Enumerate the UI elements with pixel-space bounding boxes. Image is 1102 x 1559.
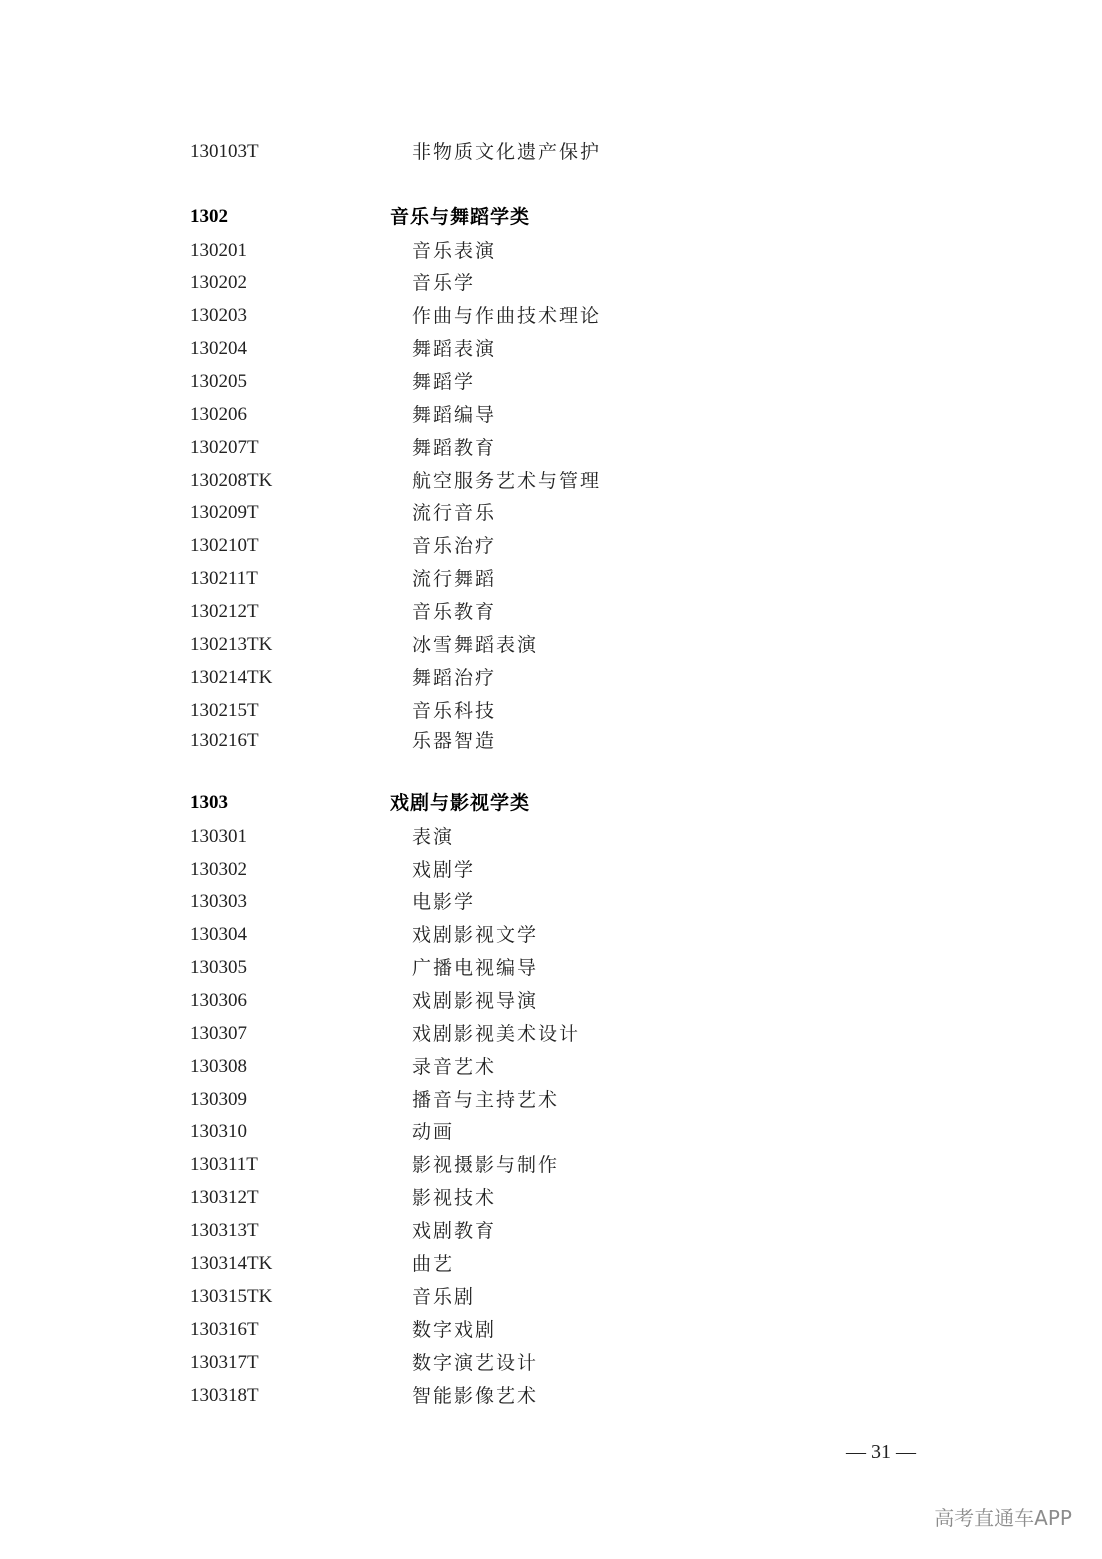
major-row	[0, 139, 1102, 165]
major-row	[0, 270, 1102, 296]
major-name: 舞蹈编导	[412, 404, 497, 426]
major-row	[0, 1383, 1102, 1409]
major-row	[0, 303, 1102, 329]
major-name: 音乐治疗	[412, 535, 497, 557]
major-row	[0, 1317, 1102, 1343]
major-row	[0, 566, 1102, 592]
major-name: 戏剧学	[412, 859, 476, 881]
major-code: 130210T	[190, 535, 259, 556]
major-row	[0, 336, 1102, 362]
major-name: 舞蹈治疗	[412, 667, 497, 689]
major-row	[0, 238, 1102, 264]
major-name: 数字戏剧	[412, 1319, 497, 1341]
page-number: — 31 —	[846, 1441, 916, 1463]
major-code: 130103T	[190, 141, 259, 162]
major-name: 曲艺	[412, 1253, 455, 1275]
major-code: 130207T	[190, 437, 259, 458]
major-code: 130208TK	[190, 470, 273, 491]
category-row	[0, 204, 1102, 230]
major-code: 130318T	[190, 1385, 259, 1406]
major-row	[0, 955, 1102, 981]
major-name: 音乐表演	[412, 240, 497, 262]
major-row	[0, 1218, 1102, 1244]
major-row	[0, 1119, 1102, 1145]
major-name: 戏剧教育	[412, 1220, 497, 1242]
major-name: 非物质文化遗产保护	[412, 141, 602, 163]
major-row	[0, 632, 1102, 658]
watermark: 高考直通车APP	[934, 1506, 1072, 1530]
major-code: 130310	[190, 1121, 247, 1142]
major-row	[0, 1185, 1102, 1211]
major-row	[0, 1087, 1102, 1113]
major-row	[0, 369, 1102, 395]
major-code: 130303	[190, 891, 247, 912]
major-code: 130212T	[190, 601, 259, 622]
major-name: 戏剧影视导演	[412, 990, 539, 1012]
category-name: 戏剧与影视学类	[390, 792, 531, 814]
major-code: 130301	[190, 826, 247, 847]
major-row	[0, 1021, 1102, 1047]
major-name: 流行音乐	[412, 502, 497, 524]
major-name: 乐器智造	[412, 730, 497, 752]
major-code: 130316T	[190, 1319, 259, 1340]
major-row	[0, 988, 1102, 1014]
major-row	[0, 500, 1102, 526]
major-code: 130216T	[190, 730, 259, 751]
category-name: 音乐与舞蹈学类	[390, 206, 531, 228]
category-code: 1302	[190, 206, 228, 227]
major-row	[0, 1152, 1102, 1178]
major-code: 130304	[190, 924, 247, 945]
major-code: 130309	[190, 1089, 247, 1110]
major-name: 数字演艺设计	[412, 1352, 539, 1374]
major-name: 影视摄影与制作	[412, 1154, 560, 1176]
major-name: 流行舞蹈	[412, 568, 497, 590]
major-row	[0, 665, 1102, 691]
major-code: 130313T	[190, 1220, 259, 1241]
major-row	[0, 698, 1102, 724]
major-code: 130312T	[190, 1187, 259, 1208]
major-name: 音乐剧	[412, 1286, 476, 1308]
major-row	[0, 533, 1102, 559]
major-name: 影视技术	[412, 1187, 497, 1209]
major-row	[0, 599, 1102, 625]
major-row	[0, 889, 1102, 915]
major-name: 录音艺术	[412, 1056, 497, 1078]
major-name: 舞蹈学	[412, 371, 476, 393]
major-code: 130308	[190, 1056, 247, 1077]
major-row	[0, 402, 1102, 428]
major-name: 广播电视编导	[412, 957, 539, 979]
major-code: 130214TK	[190, 667, 273, 688]
major-code: 130202	[190, 272, 247, 293]
major-code: 130205	[190, 371, 247, 392]
major-code: 130213TK	[190, 634, 273, 655]
major-code: 130206	[190, 404, 247, 425]
major-row	[0, 1350, 1102, 1376]
major-code: 130209T	[190, 502, 259, 523]
major-name: 音乐教育	[412, 601, 497, 623]
major-row	[0, 728, 1102, 754]
major-row	[0, 1284, 1102, 1310]
major-name: 戏剧影视文学	[412, 924, 539, 946]
major-code: 130315TK	[190, 1286, 273, 1307]
major-code: 130314TK	[190, 1253, 273, 1274]
major-row	[0, 922, 1102, 948]
major-code: 130203	[190, 305, 247, 326]
major-name: 冰雪舞蹈表演	[412, 634, 539, 656]
major-code: 130305	[190, 957, 247, 978]
major-name: 表演	[412, 826, 455, 848]
major-name: 航空服务艺术与管理	[412, 470, 602, 492]
major-code: 130204	[190, 338, 247, 359]
major-name: 动画	[412, 1121, 455, 1143]
major-code: 130215T	[190, 700, 259, 721]
major-code: 130201	[190, 240, 247, 261]
major-code: 130211T	[190, 568, 258, 589]
major-name: 舞蹈表演	[412, 338, 497, 360]
major-name: 舞蹈教育	[412, 437, 497, 459]
major-name: 戏剧影视美术设计	[412, 1023, 581, 1045]
major-name: 音乐科技	[412, 700, 497, 722]
major-row	[0, 468, 1102, 494]
major-code: 130307	[190, 1023, 247, 1044]
major-code: 130311T	[190, 1154, 258, 1175]
major-row	[0, 1054, 1102, 1080]
major-name: 电影学	[412, 891, 476, 913]
major-row	[0, 824, 1102, 850]
major-name: 音乐学	[412, 272, 476, 294]
major-row	[0, 1251, 1102, 1277]
category-code: 1303	[190, 792, 228, 813]
major-row	[0, 857, 1102, 883]
major-code: 130317T	[190, 1352, 259, 1373]
major-code: 130302	[190, 859, 247, 880]
major-name: 播音与主持艺术	[412, 1089, 560, 1111]
category-row	[0, 790, 1102, 816]
major-code: 130306	[190, 990, 247, 1011]
major-name: 智能影像艺术	[412, 1385, 539, 1407]
major-row	[0, 435, 1102, 461]
major-name: 作曲与作曲技术理论	[412, 305, 602, 327]
